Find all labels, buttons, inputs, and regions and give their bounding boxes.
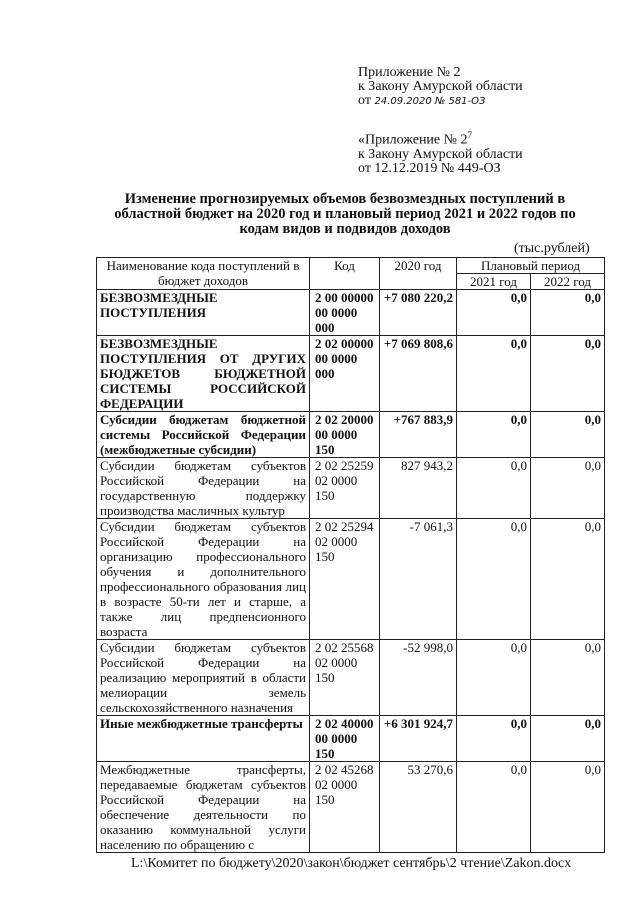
row-code: 2 02 25568 02 0000 150 [310,640,380,716]
row-2020: 53 270,6 [380,762,457,853]
file-path-footer: L:\Комитет по бюджету\2020\закон\бюджет сентябрь\2 чтение\Zakon.docx [131,856,572,871]
header-2022: 2022 год [531,274,605,290]
previous-appendix-number [358,128,523,148]
table-row [97,762,605,853]
header-plan-period: Плановый период [457,258,605,274]
previous-law-reference: к Закону Амурской области [358,146,523,162]
header-name: Наименование кода поступлений в бюджет доходов [97,258,310,290]
row-name: Иные межбюджетные трансферты [97,716,310,762]
handwritten-date: 24.09.2020 № 581-ОЗ [374,96,486,107]
title-line-2: областной бюджет на 2020 год и плановый период 2021 и 2022 годов по [114,206,576,222]
row-name: Субсидии бюджетам субъектов Российской Федерации на организацию профессионального обучения и дополнительного профессионального образования лиц в возрасте 50-ти лет и старше, а также лиц предпенсионного возраста [97,519,310,640]
revenue-table [96,257,605,853]
row-2020: 827 943,2 [380,458,457,519]
header-2020: 2020 год [380,258,457,290]
row-2022: 0,0 [531,716,605,762]
row-code: 2 02 25259 02 0000 150 [310,458,380,519]
row-2020: +6 301 924,7 [380,716,457,762]
row-2022: 0,0 [531,412,605,458]
law-date-line [358,94,523,109]
row-2020: -7 061,3 [380,519,457,640]
row-code: 2 02 40000 00 0000 150 [310,716,380,762]
title-line-3: кодам видов и подвидов доходов [239,221,451,237]
row-name: БЕЗВОЗМЕЗДНЫЕ ПОСТУПЛЕНИЯ [97,290,310,336]
document-title [95,192,595,237]
row-name: Субсидии бюджетам бюджетной системы Российской Федерации (межбюджетные субсидии) [97,412,310,458]
units-label: (тыс.рублей) [514,241,590,256]
row-2021: 0,0 [457,290,531,336]
row-2020: +7 080 220,2 [380,290,457,336]
row-code: 2 00 00000 00 0000 000 [310,290,380,336]
table-row [97,412,605,458]
row-2022: 0,0 [531,519,605,640]
law-reference: к Закону Амурской области [358,79,523,94]
row-2022: 0,0 [531,336,605,412]
appendix-header [358,66,523,109]
row-code: 2 02 45268 02 0000 150 [310,762,380,853]
table-row [97,716,605,762]
table-row [97,458,605,519]
row-2021: 0,0 [457,412,531,458]
row-name: БЕЗВОЗМЕЗДНЫЕ ПОСТУПЛЕНИЯ ОТ ДРУГИХ БЮДЖЕТОВ БЮДЖЕТНОЙ СИСТЕМЫ РОССИЙСКОЙ ФЕДЕРАЦИИ [97,336,310,412]
row-2021: 0,0 [457,640,531,716]
row-name: Субсидии бюджетам субъектов Российской Федерации на государственную поддержку производства масличных культур [97,458,310,519]
row-2021: 0,0 [457,716,531,762]
previous-appendix-header [358,128,523,176]
row-code: 2 02 25294 02 0000 150 [310,519,380,640]
row-2022: 0,0 [531,762,605,853]
row-name: Субсидии бюджетам субъектов Российской Федерации на реализацию мероприятий в области мелиорации земель сельскохозяйственного назначения [97,640,310,716]
row-2022: 0,0 [531,640,605,716]
header-2021: 2021 год [457,274,531,290]
appendix-number: Приложение № 2 [358,65,461,80]
row-2020: +767 883,9 [380,412,457,458]
row-2020: -52 998,0 [380,640,457,716]
row-2021: 0,0 [457,336,531,412]
appendix-superscript: 7 [467,130,472,140]
previous-appendix-label: «Приложение № 2 [358,132,468,148]
row-2020: +7 069 808,6 [380,336,457,412]
header-code: Код [310,258,380,290]
date-prefix: от [358,93,371,108]
row-2021: 0,0 [457,519,531,640]
previous-law-date: от 12.12.2019 № 449-ОЗ [358,160,501,176]
row-2022: 0,0 [531,290,605,336]
row-2021: 0,0 [457,458,531,519]
table-row [97,336,605,412]
table-row [97,640,605,716]
row-2022: 0,0 [531,458,605,519]
table-row [97,290,605,336]
row-code: 2 02 20000 00 0000 150 [310,412,380,458]
row-code: 2 02 00000 00 0000 000 [310,336,380,412]
row-2021: 0,0 [457,762,531,853]
title-line-1: Изменение прогнозируемых объемов безвозмездных поступлений в [124,191,566,207]
table-row [97,519,605,640]
row-name: Межбюджетные трансферты, передаваемые бюджетам субъектов Российской Федерации на обеспечение деятельности по оказанию коммунальной услуги населению по обращению с [97,762,310,853]
